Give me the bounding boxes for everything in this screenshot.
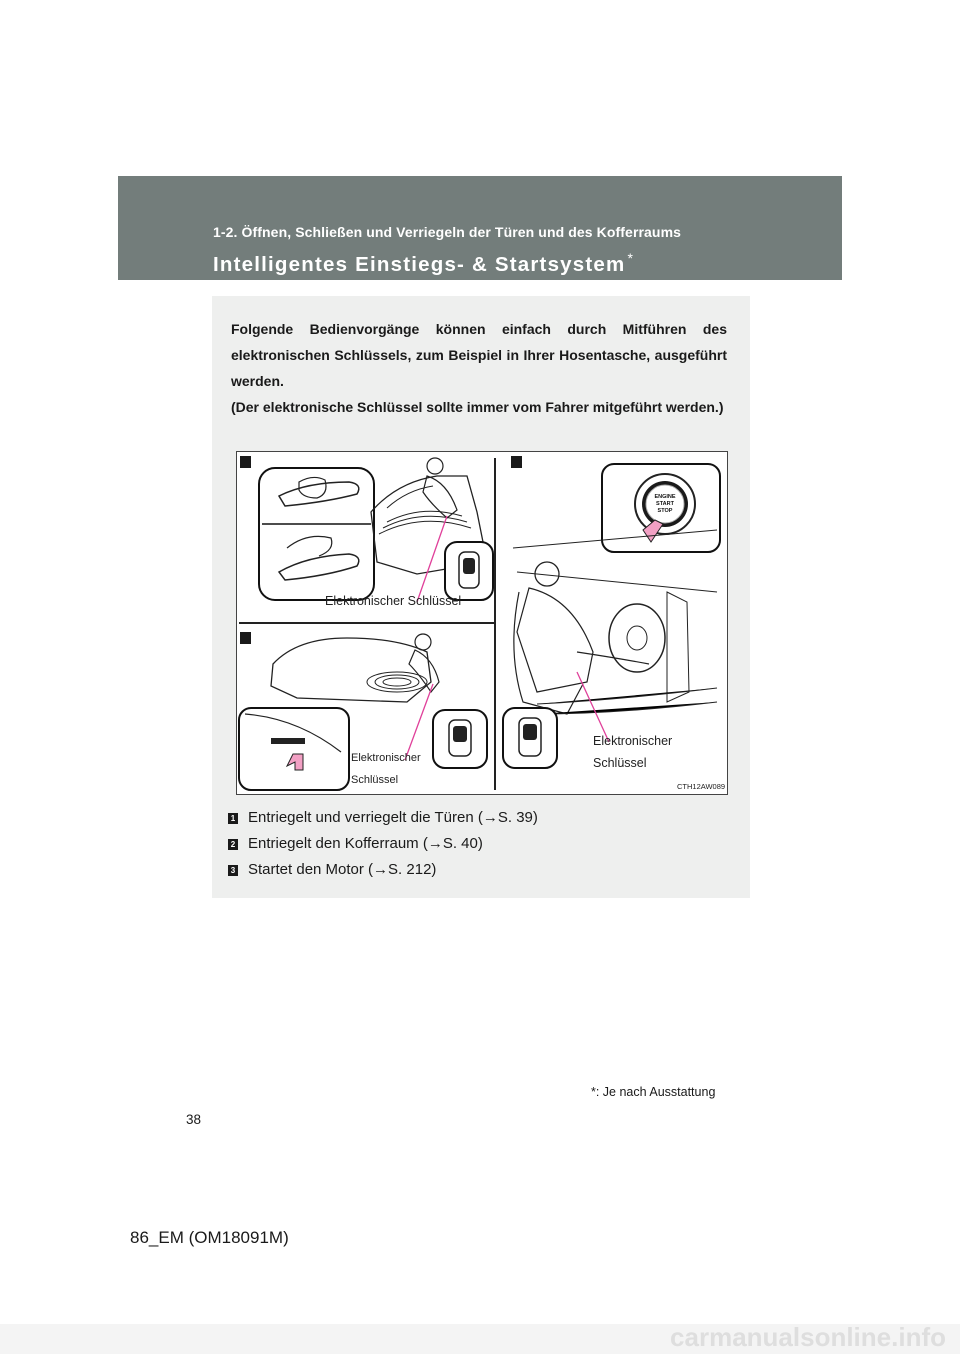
key-label-panel2-line1: Elektronischer	[351, 752, 421, 764]
legend-number-badge: 3	[228, 865, 238, 876]
document-code: 86_EM (OM18091M)	[130, 1228, 289, 1247]
watermark-strip	[0, 1314, 960, 1358]
equipment-footnote: *: Je nach Ausstattung	[591, 1085, 716, 1099]
legend-item-text: Startet den Motor (→S. 212)	[248, 861, 437, 878]
title-footnote-marker: *	[627, 250, 635, 266]
key-label-panel1: Elektronischer Schlüssel	[325, 594, 462, 608]
key-label-panel2-line2: Schlüssel	[351, 774, 399, 786]
key-label-panel3-line1: Elektronischer	[593, 734, 673, 748]
intro-paragraph-1: Folgende Bedienvorgänge können einfach durch Mitführen des elektronischen Schlüssels, zum Beispiel in Ihrer Hosentasche, ausgeführt werden.	[231, 321, 727, 389]
page-title	[213, 250, 634, 277]
page-number: 38	[186, 1112, 202, 1127]
chapter-header-band	[118, 176, 842, 280]
watermark-text: carmanualsonline.info	[670, 1322, 946, 1352]
system-illustration	[236, 451, 728, 795]
intro-text	[231, 316, 727, 420]
start-button-text-engine: ENGINE	[654, 494, 676, 500]
legend-number-badge: 1	[228, 813, 238, 824]
start-button-text-stop: STOP	[657, 508, 673, 514]
legend-item-text: Entriegelt den Kofferraum (→S. 40)	[248, 835, 483, 852]
section-reference: 1-2. Öffnen, Schließen und Verriegeln der Türen und des Kofferraums	[213, 224, 682, 240]
figure-code: CTH12AW089	[677, 782, 726, 791]
key-label-panel3-line2: Schlüssel	[593, 756, 647, 770]
info-box	[212, 296, 750, 898]
intro-paragraph-2: (Der elektronische Schlüssel sollte immer vom Fahrer mitgeführt werden.)	[231, 399, 724, 415]
page-title-text: Intelligentes Einstiegs- & Startsystem	[213, 252, 626, 276]
legend-number-badge: 2	[228, 839, 238, 850]
legend-item-text: Entriegelt und verriegelt die Türen (→S. 39)	[248, 809, 538, 826]
start-button-text-start: START	[656, 501, 674, 507]
